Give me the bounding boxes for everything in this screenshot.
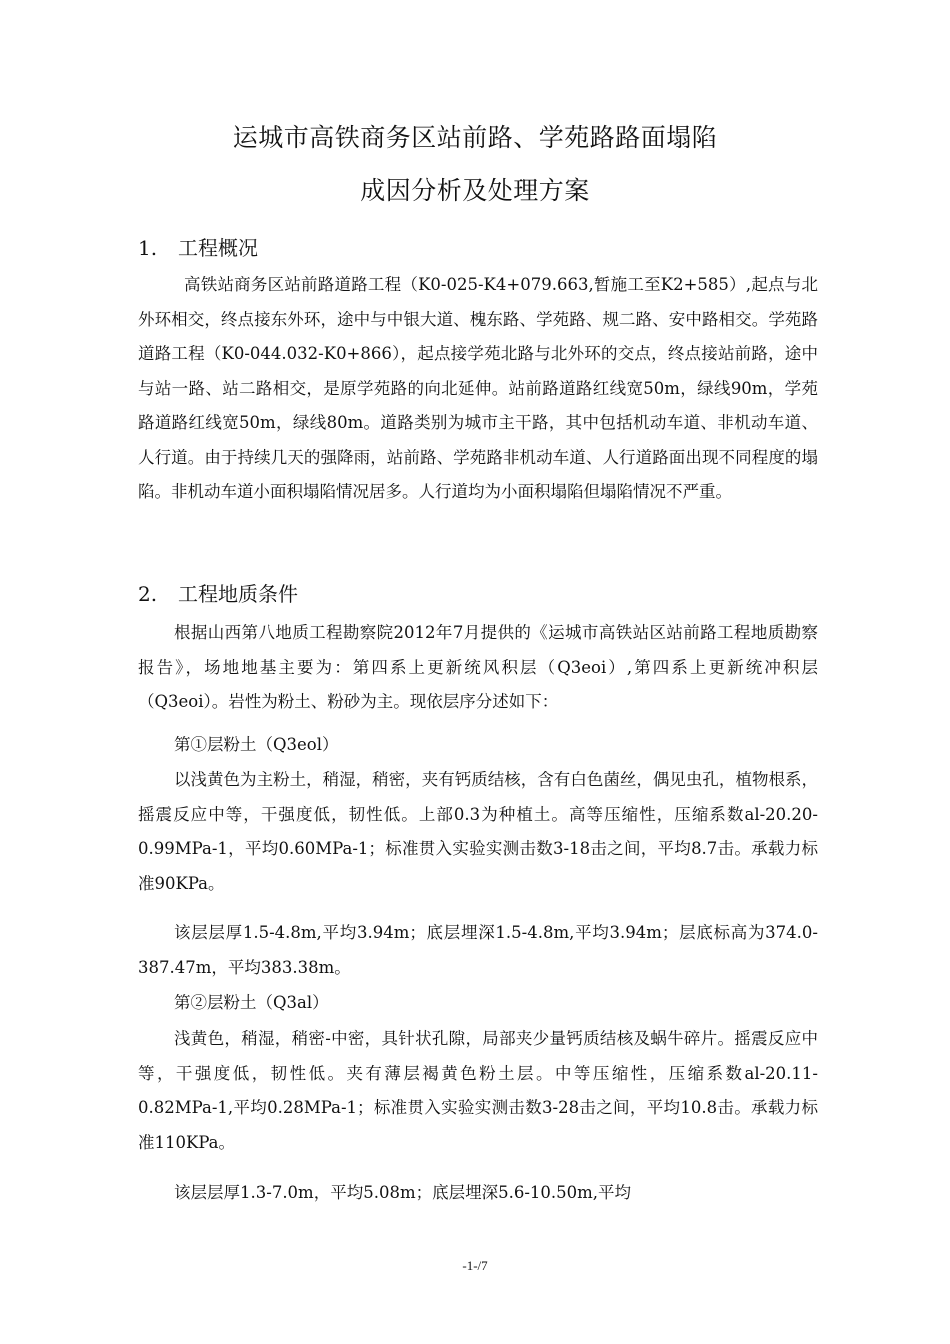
layer1-thickness: 该层层厚1.5-4.8m,平均3.94m；底层埋深1.5-4.8m,平均3.94m；层底标高为374.0-387.47m，平均383.38m。 xyxy=(138,923,818,977)
section2-number: 2. xyxy=(138,582,158,606)
section2-title: 工程地质条件 xyxy=(178,582,298,606)
section1-number: 1. xyxy=(138,236,158,260)
document-title-line1: 运城市高铁商务区站前路、学苑路路面塌陷 xyxy=(232,123,718,152)
layer2-description: 浅黄色，稍湿，稍密-中密，具针状孔隙，局部夹少量钙质结核及蜗牛碎片。摇震反应中等，干强度低，韧性低。夹有薄层褐黄色粉土层。中等压缩性，压缩系数al-20.11-0.82MPa-1,平均0.28MPa-1；标准贯入实验实测击数3-28击之间，平均10.8击。承载力标准110KPa。 xyxy=(138,1029,818,1152)
section2-heading xyxy=(138,578,298,607)
section2-intro: 根据山西第八地质工程勘察院2012年7月提供的《运城市高铁站区站前路工程地质勘察报告》，场地地基主要为：第四系上更新统风积层（Q3eoi）,第四系上更新统冲积层（Q3eoi）。岩性为粉土、粉砂为主。现依层序分述如下： xyxy=(138,623,818,711)
document-title-line2: 成因分析及处理方案 xyxy=(360,176,590,205)
page-number: -1-/7 xyxy=(462,1258,488,1273)
layer1-description: 以浅黄色为主粉土，稍湿，稍密，夹有钙质结核，含有白色菌丝，偶见虫孔，植物根系，摇震反应中等，干强度低，韧性低。上部0.3为种植土。高等压缩性，压缩系数al-20.20-0.99MPa-1，平均0.60MPa-1；标准贯入实验实测击数3-18击之间，平均8.7击。承载力标准90KPa。 xyxy=(138,770,818,893)
section1-heading xyxy=(138,232,258,261)
section1-title: 工程概况 xyxy=(178,236,258,260)
layer1-title: 第①层粉土（Q3eol） xyxy=(174,735,339,754)
layer2-title: 第②层粉土（Q3al） xyxy=(174,993,329,1012)
section1-paragraph: 高铁站商务区站前路道路工程（K0-025-K4+079.663,暂施工至K2+585）,起点与北外环相交，终点接东外环，途中与中银大道、槐东路、学苑路、规二路、安中路相交。学苑路道路工程（K0-044.032-K0+866），起点接学苑北路与北外环的交点，终点接站前路，途中与站一路、站二路相交，是原学苑路的向北延伸。站前路道路红线宽50m，绿线90m，学苑路道路红线宽50m，绿线80m。道路类别为城市主干路，其中包括机动车道、非机动车道、人行道。由于持续几天的强降雨，站前路、学苑路非机动车道、人行道路面出现不同程度的塌陷。非机动车道小面积塌陷情况居多。人行道均为小面积塌陷但塌陷情况不严重。 xyxy=(138,275,818,501)
layer2-thickness: 该层层厚1.3-7.0m，平均5.08m；底层埋深5.6-10.50m,平均 xyxy=(174,1183,632,1202)
